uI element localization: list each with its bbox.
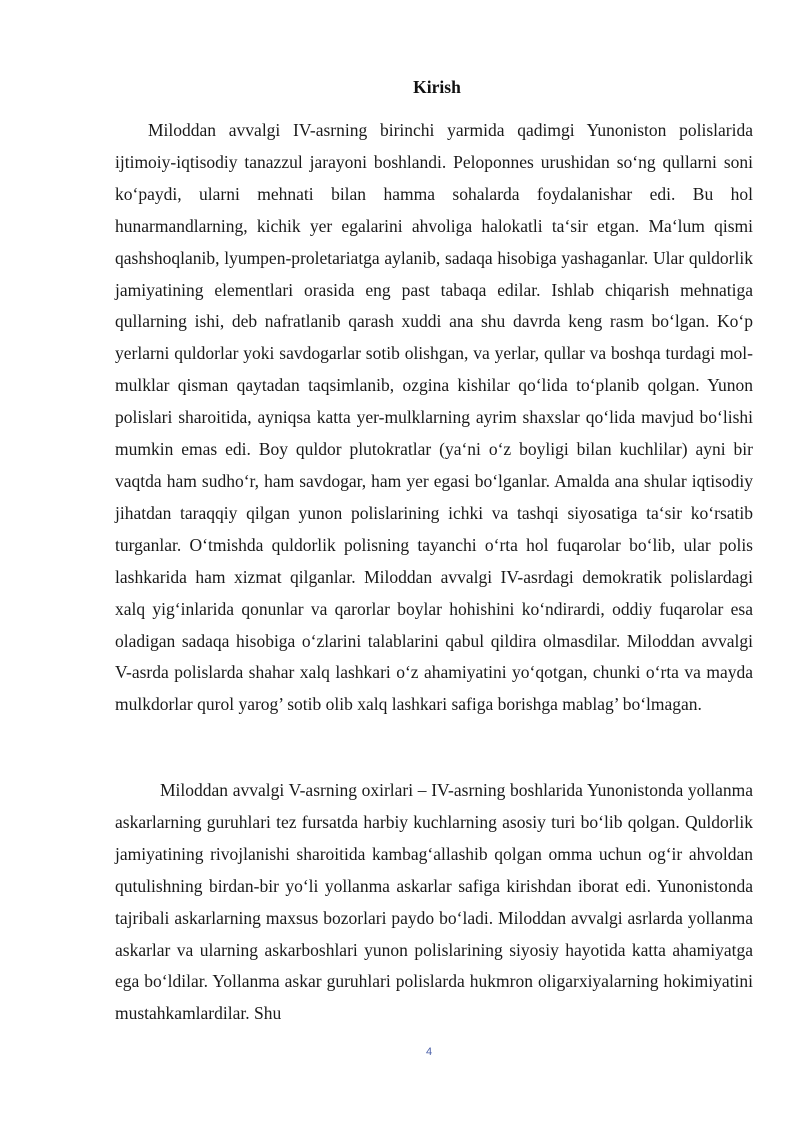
- section-title: Kirish: [413, 77, 461, 97]
- body-paragraph-1: Miloddan avvalgi IV-asrning birinchi yarmida qadimgi Yunoniston polislarida ijtimoiy-iqtisodiy tanazzul jarayoni boshlandi. Peloponnes urushidan so‘ng qullarni soni ko‘paydi, ularni mehnati bilan hamma sohalarda foydalanishar edi. Bu hol hunarmandlarning, kichik yer egalarini ahvoliga halokatli ta‘sir etgan. Ma‘lum qismi qashshoqlanib, lyumpen-proletariatga aylanib, sadaqa hisobiga yashaganlar. Ular quldorlik jamiyatining elementlari orasida eng past tabaqa edilar. Ishlab chiqarish mehnatiga qullarning ishi, deb nafratlanib qarash xuddi ana shu davrda keng rasm bo‘lgan. Ko‘p yerlarni quldorlar yoki savdogarlar sotib olishgan, va yerlar, qullar va boshqa turdagi mol-mulklar qisman qaytadan taqsimlanib, ozgina kishilar qo‘lida to‘planib qolgan. Yunon polislari sharoitida, ayniqsa katta yer-mulklarning ayrim shaxslar qo‘lida mavjud bo‘lishi mumkin emas edi. Boy quldor plutokratlar (ya‘ni o‘z boyligi bilan kuchlilar) ayni bir vaqtda ham sudho‘r, ham savdogar, ham yer egasi bo‘lganlar. Amalda ana shular iqtisodiy jihatdan taraqqiy qilgan yunon polislarining ichki va tashqi siyosatiga ta‘sir ko‘rsatib turganlar. O‘tmishda quldorlik polisning tayanchi o‘rta hol fuqarolar bo‘lib, ular polis lashkarida ham xizmat qilganlar. Miloddan avvalgi IV-asrdagi demokratik polislardagi xalq yig‘inlarida qonunlar va qarorlar boylar hohishini ko‘ndirardi, oddiy fuqarolar esa oladigan sadaqa hisobiga o‘zlarini talablarini qabul qildira olmasdilar. Miloddan avvalgi V-asrda polislarda shahar xalq lashkari o‘z ahamiyatini yo‘qotgan, chunki o‘rta va mayda mulkdorlar qurol yarog’ sotib olib xalq lashkari safiga borishga mablag’ bo‘lmagan.: [115, 120, 753, 715]
- page-number: 4: [425, 1046, 433, 1058]
- body-paragraph-2: Miloddan avvalgi V-asrning oxirlari – IV-asrning boshlarida Yunonistonda yollanma askarlarning guruhlari tez fursatda harbiy kuchlarning asosiy turi bo‘lib qolgan. Quldorlik jamiyatining rivojlanishi sharoitida kambag‘allashib qolgan omma uchun og‘ir ahvoldan qutulishning birdan-bir yo‘li yollanma askarlar safiga kirishdan iborat edi. Yunonistonda tajribali askarlarning maxsus bozorlari paydo bo‘ladi. Miloddan avvalgi asrlarda yollanma askarlar va ularning askarboshlari yunon polislarining siyosiy hayotida katta ahamiyatga ega bo‘ldilar. Yollanma askar guruhlari polislarda hukmron oligarxiyalarning hokimiyatini mustahkamlardilar. Shu: [115, 780, 753, 1024]
